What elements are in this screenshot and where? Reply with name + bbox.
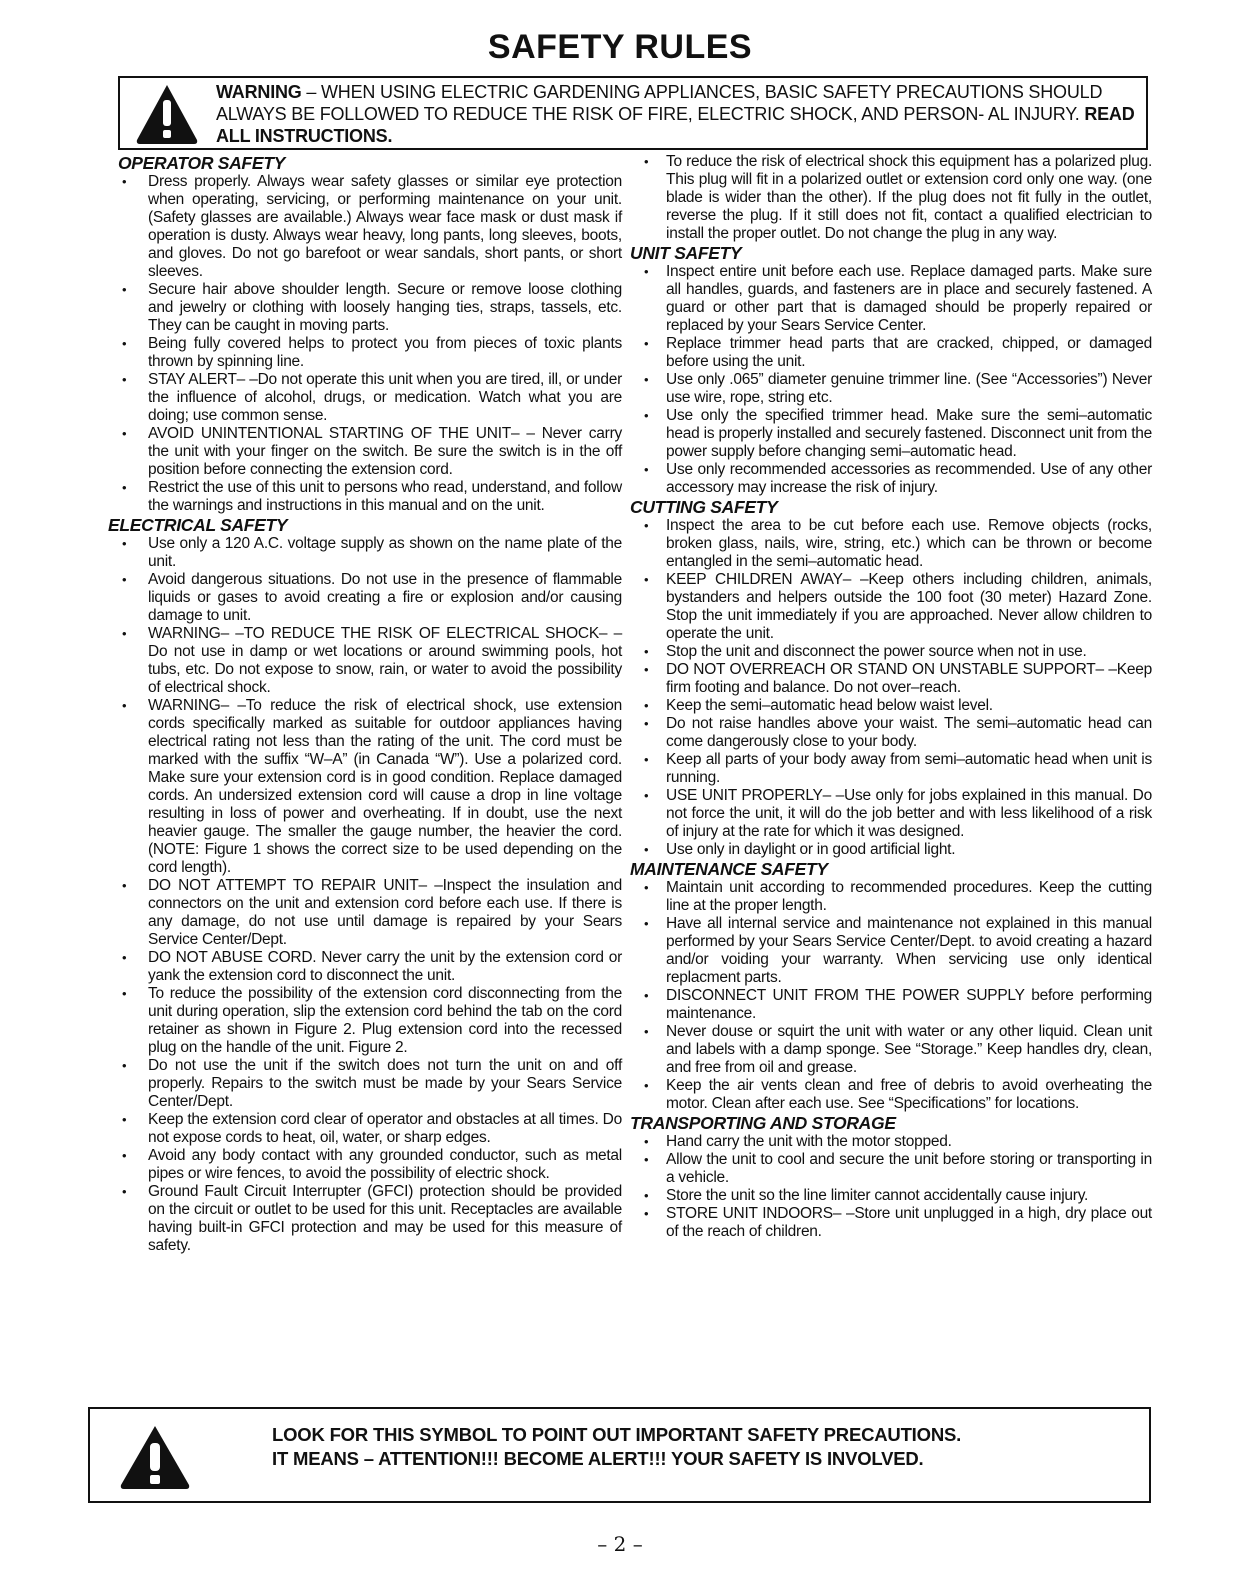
list-item: • Do not raise handles above your waist. The semi–automatic head can come dangerously close to your body. xyxy=(630,715,1152,751)
list-item: • Keep the semi–automatic head below waist level. xyxy=(630,697,1152,715)
left-column xyxy=(108,153,622,1255)
list-item: • USE UNIT PROPERLY– –Use only for jobs explained in this manual. Do not force the unit, it will do the job better and with less likelihood of a risk of injury at the rate for which it was designed. xyxy=(630,787,1152,841)
page-title: SAFETY RULES xyxy=(487,28,753,66)
page-number: – 2 – xyxy=(597,1532,643,1556)
list-item: • Hand carry the unit with the motor stopped. xyxy=(630,1133,1152,1151)
list-item: • DO NOT OVERREACH OR STAND ON UNSTABLE SUPPORT– –Keep firm footing and balance. Do not over–reach. xyxy=(630,661,1152,697)
list-item: • Replace trimmer head parts that are cracked, chipped, or damaged before using the unit. xyxy=(630,335,1152,371)
list-item: • Use only a 120 A.C. voltage supply as shown on the name plate of the unit. xyxy=(108,535,622,571)
warning-body: – WHEN USING ELECTRIC GARDENING APPLIANCES, BASIC SAFETY PRECAUTIONS SHOULD ALWAYS BE FOLLOWED TO REDUCE THE RISK OF FIRE, ELECTRIC SHOCK, AND PERSON- AL INJURY. xyxy=(216,82,1103,124)
transporting-storage-heading: TRANSPORTING AND STORAGE xyxy=(630,1113,896,1133)
symbol-notice-line2: IT MEANS – ATTENTION!!! BECOME ALERT!!! YOUR SAFETY IS INVOLVED. xyxy=(272,1448,924,1469)
list-item: • Use only recommended accessories as recommended. Use of any other accessory may increase the risk of injury. xyxy=(630,461,1152,497)
warning-triangle-icon xyxy=(118,1423,192,1491)
warning-lead: WARNING xyxy=(216,82,302,102)
list-item: • Inspect the area to be cut before each use. Remove objects (rocks, broken glass, nails, wire, string, etc.) which can be thrown or become entangled in the semi–automatic head. xyxy=(630,517,1152,571)
list-item: • DISCONNECT UNIT FROM THE POWER SUPPLY before performing maintenance. xyxy=(630,987,1152,1023)
list-item: • Keep the air vents clean and free of debris to avoid overheating the motor. Clean after each use. See “Specifications” for locations. xyxy=(630,1077,1152,1113)
warning-box xyxy=(118,76,1148,150)
electrical-safety-list xyxy=(108,535,622,1255)
list-item: • STORE UNIT INDOORS– –Store unit unplugged in a high, dry place out of the reach of children. xyxy=(630,1205,1152,1241)
list-item: • Allow the unit to cool and secure the unit before storing or transporting in a vehicle. xyxy=(630,1151,1152,1187)
symbol-notice-text xyxy=(272,1423,1132,1471)
warning-text xyxy=(216,81,1141,147)
list-item: • Keep the extension cord clear of operator and obstacles at all times. Do not expose cords to heat, oil, water, or sharp edges. xyxy=(108,1111,622,1147)
list-item: • Stop the unit and disconnect the power source when not in use. xyxy=(630,643,1152,661)
right-column xyxy=(630,153,1152,1241)
list-item: • To reduce the risk of electrical shock this equipment has a polarized plug. This plug will fit in a polarized outlet or extension cord only one way. (one blade is wider than the other). If the plug does not fit fully in the outlet, reverse the plug. If it still does not fit, contact a qualified electrician to install the proper outlet. Do not change the plug in any way. xyxy=(630,153,1152,243)
cutting-safety-heading: CUTTING SAFETY xyxy=(630,497,778,517)
operator-safety-heading: OPERATOR SAFETY xyxy=(118,153,285,173)
list-item: • KEEP CHILDREN AWAY– –Keep others including children, animals, bystanders and helpers outside the 100 foot (30 meter) Hazard Zone. Stop the unit immediately if you are approached. Never allow children to operate the unit. xyxy=(630,571,1152,643)
operator-safety-list xyxy=(108,173,622,515)
list-item: • Avoid dangerous situations. Do not use in the presence of flammable liquids or gases to avoid creating a fire or explosion and/or causing damage to unit. xyxy=(108,571,622,625)
list-item: • AVOID UNINTENTIONAL STARTING OF THE UNIT– – Never carry the unit with your finger on the switch. Be sure the switch is in the off position before connecting the extension cord. xyxy=(108,425,622,479)
list-item: • Restrict the use of this unit to persons who read, understand, and follow the warnings and instructions in this manual and on the unit. xyxy=(108,479,622,515)
electrical-safety-heading: ELECTRICAL SAFETY xyxy=(108,515,288,535)
list-item: • Have all internal service and maintenance not explained in this manual performed by your Sears Service Center/Dept. to avoid creating a hazard and/or voiding your warranty. When servicing use only identical replacment parts. xyxy=(630,915,1152,987)
list-item: • Never douse or squirt the unit with water or any other liquid. Clean unit and labels with a damp sponge. See “Storage.” Keep handles dry, clean, and free from oil and grease. xyxy=(630,1023,1152,1077)
list-item: • Ground Fault Circuit Interrupter (GFCI) protection should be provided on the circuit or outlet to be used for this unit. Receptacles are available having built-in GFCI protection and may be used for this measure of safety. xyxy=(108,1183,622,1255)
list-item: • Store the unit so the line limiter cannot accidentally cause injury. xyxy=(630,1187,1152,1205)
list-item: • Maintain unit according to recommended procedures. Keep the cutting line at the proper length. xyxy=(630,879,1152,915)
list-item: • Use only the specified trimmer head. Make sure the semi–automatic head is properly installed and securely fastened. Disconnect unit from the power supply before changing semi–automatic head. xyxy=(630,407,1152,461)
list-item: • Do not use the unit if the switch does not turn the unit on and off properly. Repairs to the switch must be made by your Sears Service Center/Dept. xyxy=(108,1057,622,1111)
list-item: • Use only .065” diameter genuine trimmer line. (See “Accessories”) Never use wire, rope, string etc. xyxy=(630,371,1152,407)
list-item: • To reduce the possibility of the extension cord disconnecting from the unit during operation, slip the extension cord behind the tab on the cord retainer as shown in Figure 2. Plug extension cord into the recessed plug on the handle of the unit. Figure 2. xyxy=(108,985,622,1057)
transporting-storage-list xyxy=(630,1133,1152,1241)
list-item: • Dress properly. Always wear safety glasses or similar eye protection when operating, servicing, or performing maintenance on your unit. (Safety glasses are available.) Always wear face mask or dust mask if operation is dusty. Always wear heavy, long pants, long sleeves, boots, and gloves. Do not go barefoot or wear sandals, short pants, or short sleeves. xyxy=(108,173,622,281)
list-item: • Secure hair above shoulder length. Secure or remove loose clothing and jewelry or clothing with loosely hanging ties, straps, tassels, etc. They can be caught in moving parts. xyxy=(108,281,622,335)
list-item: • WARNING– –TO REDUCE THE RISK OF ELECTRICAL SHOCK– –Do not use in damp or wet locations or around swimming pools, hot tubs, etc. Do not expose to snow, rain, or water to avoid the possibility of electrical shock. xyxy=(108,625,622,697)
cutting-safety-list xyxy=(630,517,1152,859)
list-item: • Use only in daylight or in good artificial light. xyxy=(630,841,1152,859)
symbol-notice-box xyxy=(88,1407,1151,1503)
unit-safety-heading: UNIT SAFETY xyxy=(630,243,742,263)
symbol-notice-line1: LOOK FOR THIS SYMBOL TO POINT OUT IMPORTANT SAFETY PRECAUTIONS. xyxy=(272,1424,962,1445)
unit-safety-list xyxy=(630,263,1152,497)
warning-triangle-icon xyxy=(134,82,200,146)
maintenance-safety-heading: MAINTENANCE SAFETY xyxy=(630,859,828,879)
list-item: • Being fully covered helps to protect you from pieces of toxic plants thrown by spinning line. xyxy=(108,335,622,371)
list-item: • DO NOT ATTEMPT TO REPAIR UNIT– –Inspect the insulation and connectors on the unit and extension cord before each use. If there is any damage, do not use until damage is repaired by your Sears Service Center/Dept. xyxy=(108,877,622,949)
maintenance-safety-list xyxy=(630,879,1152,1113)
list-item: • Keep all parts of your body away from semi–automatic head when unit is running. xyxy=(630,751,1152,787)
warning-emphasis: READ ALL INSTRUCTIONS. xyxy=(216,104,1135,146)
plug-list xyxy=(630,153,1152,243)
list-item: • STAY ALERT– –Do not operate this unit when you are tired, ill, or under the influence of alcohol, drugs, or medication. Watch what you are doing; use common sense. xyxy=(108,371,622,425)
list-item: • Avoid any body contact with any grounded conductor, such as metal pipes or wire fences, to avoid the possibility of electric shock. xyxy=(108,1147,622,1183)
list-item: • Inspect entire unit before each use. Replace damaged parts. Make sure all handles, guards, and fasteners are in place and securely fastened. A guard or other part that is damaged should be properly repaired or replaced by your Sears Service Center. xyxy=(630,263,1152,335)
list-item: • WARNING– –To reduce the risk of electrical shock, use extension cords specifically marked as suitable for outdoor appliances having electrical rating not less than the rating of the unit. The cord must be marked with the suffix “W–A” (in Canada “W”). Use a polarized cord. Make sure your extension cord is in good condition. Replace damaged cords. An undersized extension cord will cause a drop in line voltage resulting in loss of power and overheating. If in doubt, use the next heavier gauge. The smaller the gauge number, the heavier the cord. (NOTE: Figure 1 shows the correct size to be used depending on the cord length). xyxy=(108,697,622,877)
list-item: • DO NOT ABUSE CORD. Never carry the unit by the extension cord or yank the extension cord to disconnect the unit. xyxy=(108,949,622,985)
